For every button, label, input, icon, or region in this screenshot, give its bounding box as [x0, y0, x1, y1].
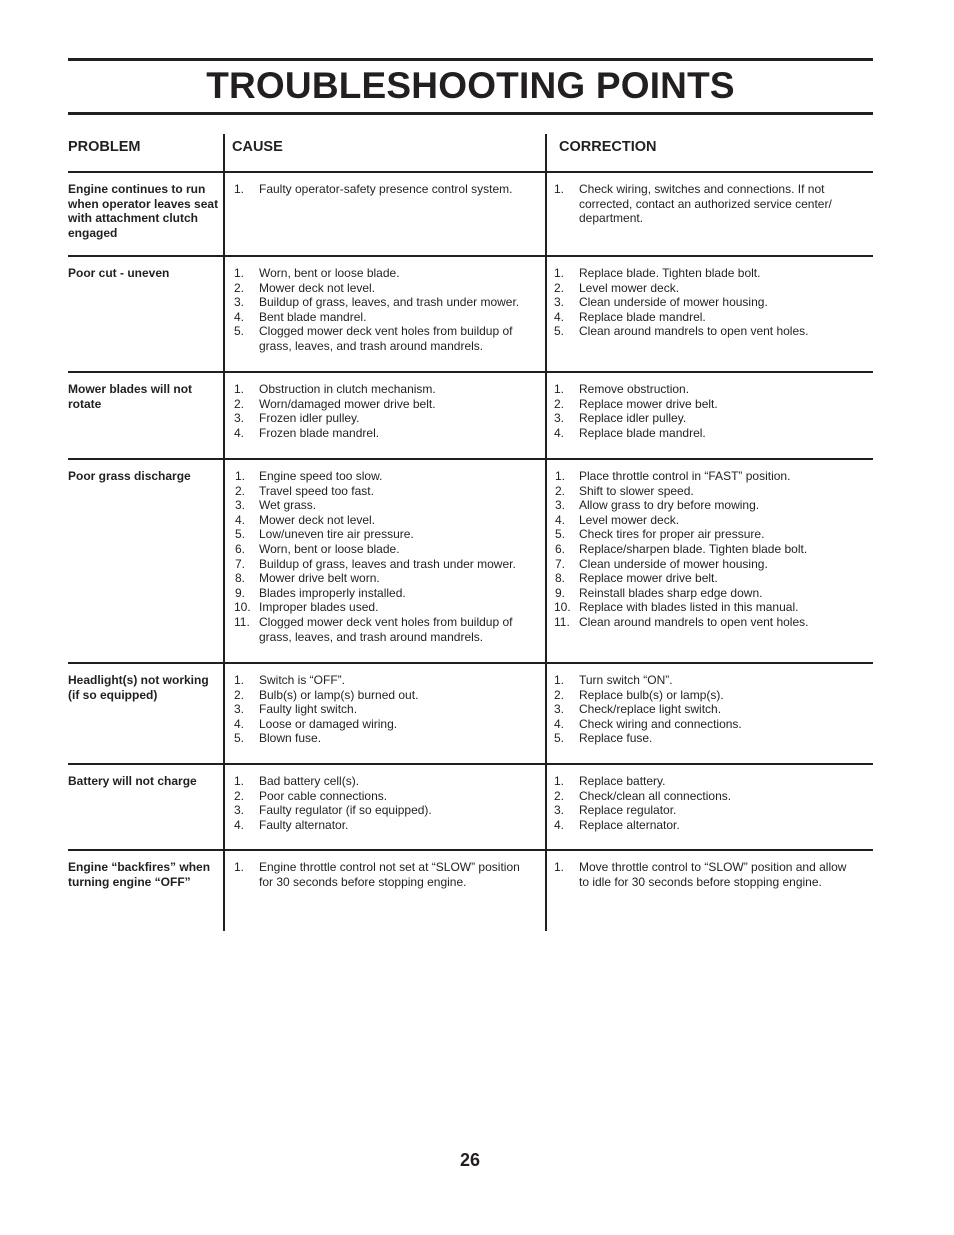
item-text: Replace fuse. — [579, 731, 653, 746]
table-row — [68, 255, 873, 371]
item-text: Low/uneven tire air pressure. — [259, 527, 414, 542]
item-text: Bulb(s) or lamp(s) burned out. — [259, 687, 419, 702]
item-number: 4. — [554, 817, 565, 832]
item-text: Allow grass to dry before mowing. — [579, 498, 760, 513]
item-number: 3. — [554, 702, 565, 717]
item-number: 9. — [554, 585, 565, 600]
cause-item — [234, 397, 534, 412]
item-number: 4. — [554, 512, 565, 527]
item-number: 3. — [234, 803, 245, 818]
item-number: 4. — [234, 309, 245, 324]
item-text: Switch is “OFF”. — [259, 673, 345, 687]
correction-item — [554, 484, 854, 499]
cause-item — [234, 615, 534, 644]
problem-text: Headlight(s) not working (if so equipped) — [68, 673, 209, 702]
item-text: Check/replace light switch. — [579, 702, 722, 717]
page-title: TROUBLESHOOTING POINTS — [206, 65, 735, 106]
item-text: Replace bulb(s) or lamp(s). — [579, 687, 724, 702]
correction-item — [554, 513, 854, 528]
table-row — [68, 662, 873, 763]
item-number: 4. — [554, 425, 565, 440]
item-text: Bent blade mandrel. — [259, 309, 367, 324]
correction-item — [554, 818, 854, 833]
correction-item — [554, 498, 854, 513]
cause-item — [234, 673, 534, 688]
item-number: 10. — [554, 600, 571, 615]
cause-item — [234, 527, 534, 542]
item-number: 3. — [234, 498, 245, 513]
correction-item — [554, 266, 854, 281]
item-number: 4. — [554, 716, 565, 731]
item-text: Bad battery cell(s). — [259, 774, 360, 788]
correction-item — [554, 860, 854, 889]
table-row — [68, 763, 873, 849]
cause-item — [234, 557, 534, 572]
cause-item — [234, 803, 534, 818]
item-number: 11. — [554, 614, 570, 629]
cause-list — [234, 182, 534, 197]
item-number: 3. — [234, 411, 245, 426]
item-number: 1. — [234, 469, 245, 483]
correction-item — [554, 774, 854, 789]
item-number: 1. — [234, 382, 245, 396]
item-text: Clean around mandrels to open vent holes. — [579, 324, 809, 339]
item-text: Engine throttle control not set at “SLOW” position for 30 seconds before stopping engine. — [259, 860, 520, 889]
item-text: Check wiring, switches and connections. If not corrected, contact an authorized service center/ department. — [579, 182, 832, 226]
item-number: 10. — [234, 600, 251, 615]
item-text: Mower drive belt worn. — [259, 571, 380, 586]
item-text: Blades improperly installed. — [259, 585, 406, 600]
cause-list — [234, 774, 534, 832]
item-number: 4. — [554, 309, 565, 324]
item-text: Check wiring and connections. — [579, 716, 742, 731]
cause-item — [234, 513, 534, 528]
correction-item — [554, 324, 854, 339]
cause-item — [234, 484, 534, 499]
item-number: 3. — [554, 803, 565, 818]
item-text: Clean underside of mower housing. — [579, 295, 768, 310]
correction-item — [554, 469, 854, 484]
correction-item — [554, 702, 854, 717]
cause-item — [234, 382, 534, 397]
correction-item — [554, 527, 854, 542]
item-text: Buildup of grass, leaves and trash under mower. — [259, 556, 516, 571]
item-number: 9. — [234, 585, 245, 600]
item-text: Replace mower drive belt. — [579, 396, 718, 411]
item-number: 1. — [554, 469, 565, 483]
cause-list — [234, 469, 534, 644]
correction-item — [554, 411, 854, 426]
item-text: Replace idler pulley. — [579, 411, 687, 426]
item-text: Clean around mandrels to open vent holes. — [579, 614, 809, 629]
correction-item — [554, 397, 854, 412]
row-separator — [68, 662, 873, 664]
row-separator — [68, 255, 873, 257]
cause-item — [234, 324, 534, 353]
item-text: Clogged mower deck vent holes from buildup of grass, leaves, and trash around mandrels. — [259, 324, 513, 353]
item-number: 3. — [554, 295, 565, 310]
item-number: 7. — [234, 556, 245, 571]
item-number: 1. — [554, 860, 565, 874]
cause-item — [234, 281, 534, 296]
row-separator — [68, 371, 873, 373]
item-text: Wet grass. — [259, 498, 317, 513]
item-number: 4. — [234, 716, 245, 731]
correction-list — [554, 860, 854, 889]
item-text: Replace/sharpen blade. Tighten blade bolt. — [579, 541, 808, 556]
item-text: Engine speed too slow. — [259, 469, 383, 483]
item-number: 2. — [554, 687, 565, 702]
item-text: Reinstall blades sharp edge down. — [579, 585, 763, 600]
problem-text: Engine continues to run when operator leaves seat with attachment clutch engaged — [68, 182, 219, 240]
item-number: 1. — [234, 774, 245, 788]
item-number: 2. — [554, 788, 565, 803]
item-number: 1. — [234, 266, 245, 280]
cause-item — [234, 818, 534, 833]
correction-item — [554, 615, 854, 630]
cause-list — [234, 266, 534, 354]
row-separator — [68, 849, 873, 851]
item-number: 6. — [234, 541, 245, 556]
item-text: Replace blade mandrel. — [579, 309, 706, 324]
top-rule — [68, 58, 873, 61]
item-text: Worn/damaged mower drive belt. — [259, 396, 436, 411]
item-number: 5. — [234, 324, 245, 339]
correction-item — [554, 310, 854, 325]
item-number: 3. — [554, 498, 565, 513]
item-text: Turn switch “ON”. — [579, 673, 673, 687]
item-number: 5. — [554, 731, 565, 746]
cause-item — [234, 469, 534, 484]
item-number: 2. — [234, 788, 245, 803]
item-number: 5. — [234, 527, 245, 542]
cause-item — [234, 295, 534, 310]
table-row — [68, 849, 873, 931]
cause-item — [234, 702, 534, 717]
header-correction: CORRECTION — [559, 139, 657, 155]
header-cause: CAUSE — [232, 139, 283, 155]
cause-item — [234, 860, 534, 889]
item-text: Check tires for proper air pressure. — [579, 527, 765, 542]
cause-item — [234, 266, 534, 281]
item-text: Level mower deck. — [579, 280, 680, 295]
item-number: 2. — [234, 280, 245, 295]
correction-item — [554, 688, 854, 703]
item-number: 2. — [234, 396, 245, 411]
item-text: Faulty regulator (if so equipped). — [259, 803, 432, 818]
item-text: Buildup of grass, leaves, and trash under mower. — [259, 295, 520, 310]
problem-text: Battery will not charge — [68, 774, 197, 788]
cause-item — [234, 774, 534, 789]
correction-list — [554, 469, 854, 630]
item-text: Place throttle control in “FAST” position. — [579, 469, 791, 483]
table-row — [68, 371, 873, 458]
item-text: Replace regulator. — [579, 803, 677, 818]
item-number: 3. — [234, 295, 245, 310]
item-number: 1. — [234, 860, 245, 874]
item-number: 2. — [234, 687, 245, 702]
cause-item — [234, 789, 534, 804]
item-number: 1. — [554, 774, 565, 788]
cause-list — [234, 673, 534, 746]
item-number: 5. — [554, 527, 565, 542]
correction-item — [554, 717, 854, 732]
item-text: Replace alternator. — [579, 817, 680, 832]
correction-item — [554, 557, 854, 572]
item-text: Improper blades used. — [259, 600, 379, 615]
item-text: Check/clean all connections. — [579, 788, 732, 803]
correction-item — [554, 586, 854, 601]
item-text: Replace with blades listed in this manual. — [579, 600, 799, 615]
item-number: 7. — [554, 556, 565, 571]
item-number: 11. — [234, 614, 250, 629]
item-text: Mower deck not level. — [259, 280, 376, 295]
item-text: Faulty light switch. — [259, 702, 358, 717]
cause-list — [234, 860, 534, 889]
item-number: 5. — [234, 731, 245, 746]
item-number: 5. — [554, 324, 565, 339]
item-number: 1. — [554, 182, 565, 196]
item-text: Clogged mower deck vent holes from buildup of grass, leaves, and trash around mandrels. — [259, 614, 513, 644]
cause-item — [234, 586, 534, 601]
item-text: Move throttle control to “SLOW” position and allow to idle for 30 seconds before stopping engine. — [579, 860, 847, 889]
row-separator — [68, 171, 873, 173]
cause-item — [234, 426, 534, 441]
item-text: Loose or damaged wiring. — [259, 716, 398, 731]
correction-item — [554, 789, 854, 804]
item-text: Shift to slower speed. — [579, 483, 694, 498]
cause-item — [234, 688, 534, 703]
item-number: 2. — [234, 483, 245, 498]
correction-item — [554, 382, 854, 397]
item-text: Worn, bent or loose blade. — [259, 541, 400, 556]
item-text: Replace blade. Tighten blade bolt. — [579, 266, 761, 280]
item-number: 8. — [234, 571, 245, 586]
table-row — [68, 171, 873, 255]
item-text: Faulty alternator. — [259, 817, 349, 832]
correction-list — [554, 774, 854, 832]
correction-list — [554, 673, 854, 746]
item-text: Replace battery. — [579, 774, 666, 788]
cause-item — [234, 571, 534, 586]
item-number: 4. — [234, 512, 245, 527]
table-header — [68, 134, 873, 171]
correction-list — [554, 182, 854, 226]
correction-item — [554, 600, 854, 615]
cause-item — [234, 731, 534, 746]
title-underline — [68, 112, 873, 115]
item-text: Obstruction in clutch mechanism. — [259, 382, 436, 396]
item-number: 2. — [554, 396, 565, 411]
page-number: 26 — [459, 1150, 481, 1170]
item-text: Replace blade mandrel. — [579, 425, 706, 440]
item-text: Level mower deck. — [579, 512, 680, 527]
item-number: 1. — [234, 182, 245, 196]
correction-item — [554, 182, 854, 226]
item-text: Frozen idler pulley. — [259, 411, 360, 426]
item-number: 2. — [554, 280, 565, 295]
correction-item — [554, 803, 854, 818]
row-separator — [68, 458, 873, 460]
correction-item — [554, 426, 854, 441]
item-text: Blown fuse. — [259, 731, 322, 746]
item-number: 3. — [234, 702, 245, 717]
item-text: Mower deck not level. — [259, 512, 376, 527]
correction-item — [554, 673, 854, 688]
cause-item — [234, 411, 534, 426]
problem-text: Engine “backfires” when turning engine “OFF” — [68, 860, 211, 889]
cause-item — [234, 182, 534, 197]
item-number: 2. — [554, 483, 565, 498]
row-separator — [68, 763, 873, 765]
cause-item — [234, 600, 534, 615]
cause-list — [234, 382, 534, 440]
item-number: 1. — [554, 266, 565, 280]
item-text: Travel speed too fast. — [259, 483, 374, 498]
item-number: 1. — [554, 382, 565, 396]
correction-item — [554, 295, 854, 310]
item-number: 4. — [234, 817, 245, 832]
table-row — [68, 458, 873, 662]
cause-item — [234, 542, 534, 557]
problem-text: Mower blades will not rotate — [68, 382, 193, 411]
item-text: Poor cable connections. — [259, 788, 388, 803]
item-text: Remove obstruction. — [579, 382, 690, 396]
cause-item — [234, 717, 534, 732]
item-text: Replace mower drive belt. — [579, 571, 718, 586]
correction-item — [554, 542, 854, 557]
problem-text: Poor grass discharge — [68, 469, 191, 483]
item-number: 3. — [554, 411, 565, 426]
item-text: Worn, bent or loose blade. — [259, 266, 400, 280]
item-number: 6. — [554, 541, 565, 556]
item-number: 1. — [234, 673, 245, 687]
item-text: Clean underside of mower housing. — [579, 556, 768, 571]
problem-text: Poor cut - uneven — [68, 266, 170, 280]
correction-list — [554, 266, 854, 339]
correction-item — [554, 571, 854, 586]
correction-item — [554, 281, 854, 296]
item-number: 8. — [554, 571, 565, 586]
cause-item — [234, 310, 534, 325]
correction-list — [554, 382, 854, 440]
item-number: 1. — [554, 673, 565, 687]
correction-item — [554, 731, 854, 746]
cause-item — [234, 498, 534, 513]
item-text: Frozen blade mandrel. — [259, 425, 380, 440]
header-problem: PROBLEM — [68, 139, 141, 155]
item-text: Faulty operator-safety presence control system. — [259, 182, 513, 196]
item-number: 4. — [234, 425, 245, 440]
